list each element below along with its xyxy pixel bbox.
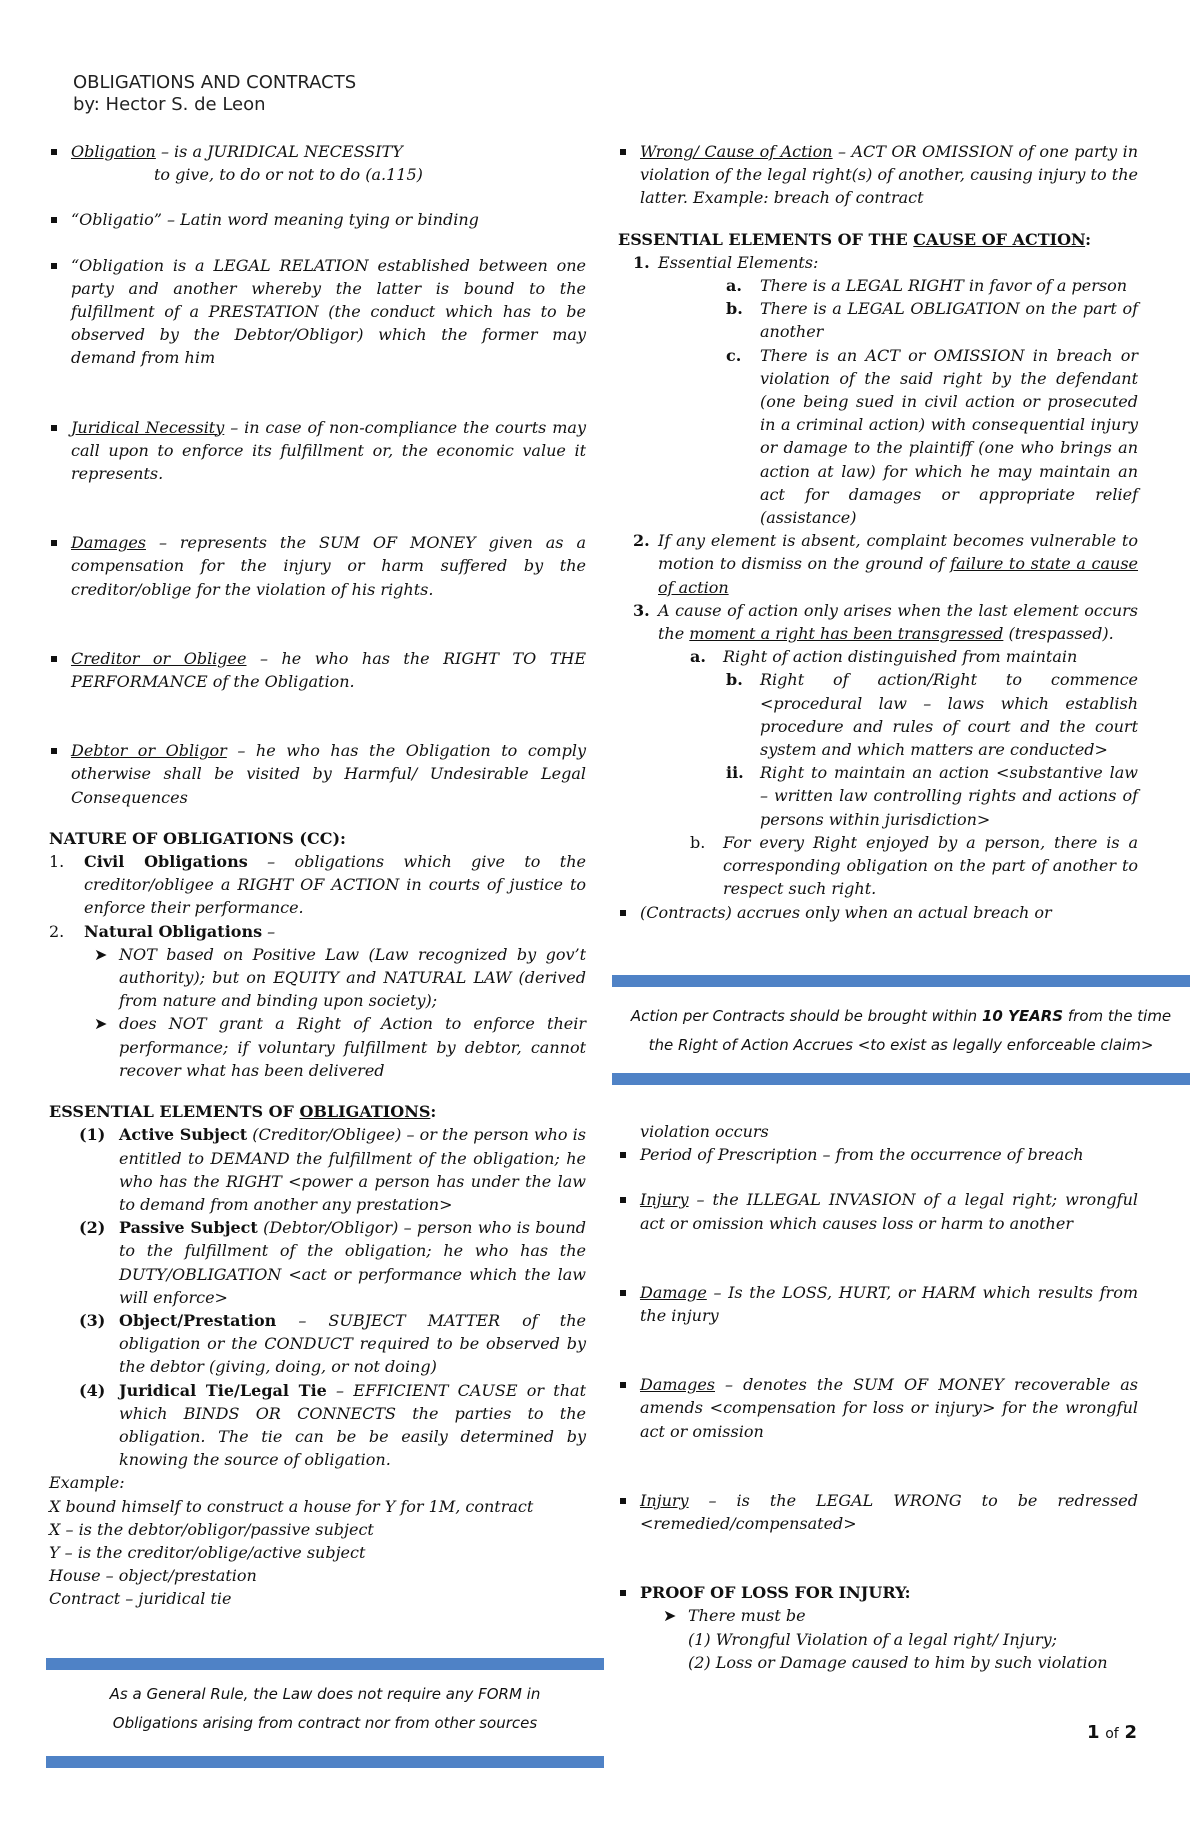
bullet-obligation: Obligation – is a JURIDICAL NECESSITY xyxy=(49,140,586,163)
proof-item-2: (2) Loss or Damage caused to him by such violation xyxy=(688,1652,1108,1672)
example-line: Contract – juridical tie xyxy=(49,1589,232,1609)
violation-occurs: violation occurs xyxy=(640,1122,769,1141)
left-box-bottom-band xyxy=(46,1756,604,1768)
coa-item-3b: b. Right of action/Right to commence <procedural law – laws which establish procedure and rules of court and the court system and which matters are conducted> xyxy=(726,670,1138,760)
bullet-obligatio: “Obligatio” – Latin word meaning tying or binding xyxy=(49,208,586,231)
bullet-legal-relation: “Obligation is a LEGAL RELATION established between one party and another whereby the latter is bound to the fulfillment of a PRESTATION (the conduct which has to be observed by the Debtor/Obligor) which the former may demand from him xyxy=(49,254,586,370)
right-column-bottom xyxy=(618,1120,1138,1674)
document-title: OBLIGATIONS AND CONTRACTS xyxy=(73,72,357,93)
left-column xyxy=(49,140,586,1611)
right-column-top xyxy=(618,140,1138,924)
bullet-damages: Damages – represents the SUM OF MONEY given as a compensation for the injury or harm suffered by the creditor/oblige for the violation of his rights. xyxy=(49,531,586,601)
bullet-juridical-necessity: Juridical Necessity – in case of non-compliance the courts may call upon to enforce its fulfillment or, the economic value it represents. xyxy=(49,416,586,486)
essential-elements-heading: ESSENTIAL ELEMENTS OF OBLIGATIONS: xyxy=(49,1102,437,1122)
right-box-bottom-band xyxy=(612,1073,1190,1085)
example-label: Example: xyxy=(49,1473,125,1493)
bullet-contracts-accrues: (Contracts) accrues only when an actual breach or xyxy=(618,901,1138,924)
arrow-bullet-icon: ➤ xyxy=(94,1014,108,1034)
bullet-injury-legal-wrong: Injury – is the LEGAL WRONG to be redressed <remedied/compensated> xyxy=(618,1489,1138,1535)
bullet-debtor: Debtor or Obligor – he who has the Obligation to comply otherwise shall be visited by Harmful/ Undesirable Legal Consequences xyxy=(49,739,586,809)
coa-item-1a: a. There is a LEGAL RIGHT in favor of a person xyxy=(726,276,1128,296)
bullet-obligation-line2: to give, to do or not to do (a.115) xyxy=(154,165,423,185)
arrow-bullet-icon: ➤ xyxy=(663,1606,677,1626)
nature-natural: 2. Natural Obligations – xyxy=(49,921,276,941)
right-box-text: Action per Contracts should be brought within 10 YEARS from the time the Right of Action Accrues <to exist as legally enforceable claim> xyxy=(630,1007,1172,1054)
bullet-damages-definition: Damages – denotes the SUM OF MONEY recoverable as amends <compensation for loss or injury> for the wrongful act or omission xyxy=(618,1373,1138,1443)
coa-item-1: 1. Essential Elements: xyxy=(633,252,819,272)
element-juridical-tie: (4) Juridical Tie/Legal Tie – EFFICIENT CAUSE or that which BINDS OR CONNECTS the parties to the obligation. The tie can be be easily determined by knowing the source of obligation. xyxy=(79,1380,586,1470)
bullet-injury-definition: Injury – the ILLEGAL INVASION of a legal right; wrongful act or omission which causes loss or harm to another xyxy=(618,1188,1138,1234)
coa-item-2: 2. If any element is absent, complaint becomes vulnerable to motion to dismiss on the ground of failure to state a cause of action xyxy=(633,531,1139,597)
nature-natural-point-a: ➤ NOT based on Positive Law (Law recognized by gov’t authority); but on EQUITY and NATURAL LAW (derived from nature and binding upon society); xyxy=(94,944,586,1011)
element-passive-subject: (2) Passive Subject (Debtor/Obligor) – person who is bound to the fulfillment of the obligation; he who has the DUTY/OBLIGATION <act or performance which the law will enforce> xyxy=(79,1218,586,1307)
bullet-wrong-cause: Wrong/ Cause of Action – ACT OR OMISSION of one party in violation of the legal right(s) of another, causing injury to the latter. Example: breach of contract xyxy=(618,140,1138,210)
bullet-period-prescription: Period of Prescription – from the occurrence of breach xyxy=(618,1143,1138,1166)
bullet-creditor: Creditor or Obligee – he who has the RIGHT TO THE PERFORMANCE of the Obligation. xyxy=(49,647,586,693)
example-line: X bound himself to construct a house for Y for 1M, contract xyxy=(49,1496,534,1516)
document-header xyxy=(73,72,553,116)
coa-item-3b-second: b. For every Right enjoyed by a person, there is a corresponding obligation on the part of another to respect such right. xyxy=(690,832,1138,899)
coa-item-3: 3. A cause of action only arises when the last element occurs the moment a right has been transgressed (trespassed). xyxy=(633,600,1138,644)
left-box-text: As a General Rule, the Law does not require any FORM in Obligations arising from contract nor from other sources xyxy=(109,1685,541,1732)
arrow-bullet-icon: ➤ xyxy=(94,944,108,964)
proof-item-1: (1) Wrongful Violation of a legal right/ Injury; xyxy=(688,1629,1058,1649)
proof-of-loss-heading: PROOF OF LOSS FOR INJURY: xyxy=(618,1581,1138,1604)
nature-heading: NATURE OF OBLIGATIONS (CC): xyxy=(49,828,346,848)
element-object-prestation: (3) Object/Prestation – SUBJECT MATTER of the obligation or the CONDUCT required to be observed by the debtor (giving, doing, or not doing) xyxy=(79,1310,586,1377)
cause-of-action-heading: ESSENTIAL ELEMENTS OF THE CAUSE OF ACTION: xyxy=(618,229,1091,249)
page-number: 1 of 2 xyxy=(1086,1722,1137,1743)
proof-there-must-be: ➤ There must be xyxy=(618,1604,1138,1627)
nature-civil: 1. Civil Obligations – obligations which give to the creditor/obligee a RIGHT OF ACTION in courts of justice to enforce their performance. xyxy=(49,852,586,918)
coa-item-3a: a. Right of action distinguished from maintain xyxy=(690,647,1078,667)
nature-natural-point-b: ➤ does NOT grant a Right of Action to enforce their performance; if voluntary fulfillment by debtor, cannot recover what has been delivered xyxy=(94,1014,586,1080)
left-box-top-band xyxy=(46,1658,604,1670)
right-box-top-band xyxy=(612,975,1190,987)
coa-item-1c: c. There is an ACT or OMISSION in breach or violation of the said right by the defendant (one being sued in civil action or prosecuted in a criminal action) with consequential injury or damage to the plaintiff (one who brings an action at law) for which he may maintain an act for damages or appropriate relief (assistance) xyxy=(726,345,1138,528)
coa-item-1b: b. There is a LEGAL OBLIGATION on the part of another xyxy=(726,299,1138,342)
document-author: by: Hector S. de Leon xyxy=(73,94,266,115)
example-line: Y – is the creditor/oblige/active subject xyxy=(49,1542,366,1562)
example-line: X – is the debtor/obligor/passive subject xyxy=(49,1519,374,1539)
coa-item-3ii: ii. Right to maintain an action <substantive law – written law controlling rights and actions of persons within jurisdiction> xyxy=(726,763,1138,829)
example-line: House – object/prestation xyxy=(49,1566,257,1586)
element-active-subject: (1) Active Subject (Creditor/Obligee) – or the person who is entitled to DEMAND the fulfillment of the obligation; he who has the RIGHT <power a person has under the law to demand from another any prestation> xyxy=(79,1125,586,1214)
bullet-damage-definition: Damage – Is the LOSS, HURT, or HARM which results from the injury xyxy=(618,1281,1138,1327)
